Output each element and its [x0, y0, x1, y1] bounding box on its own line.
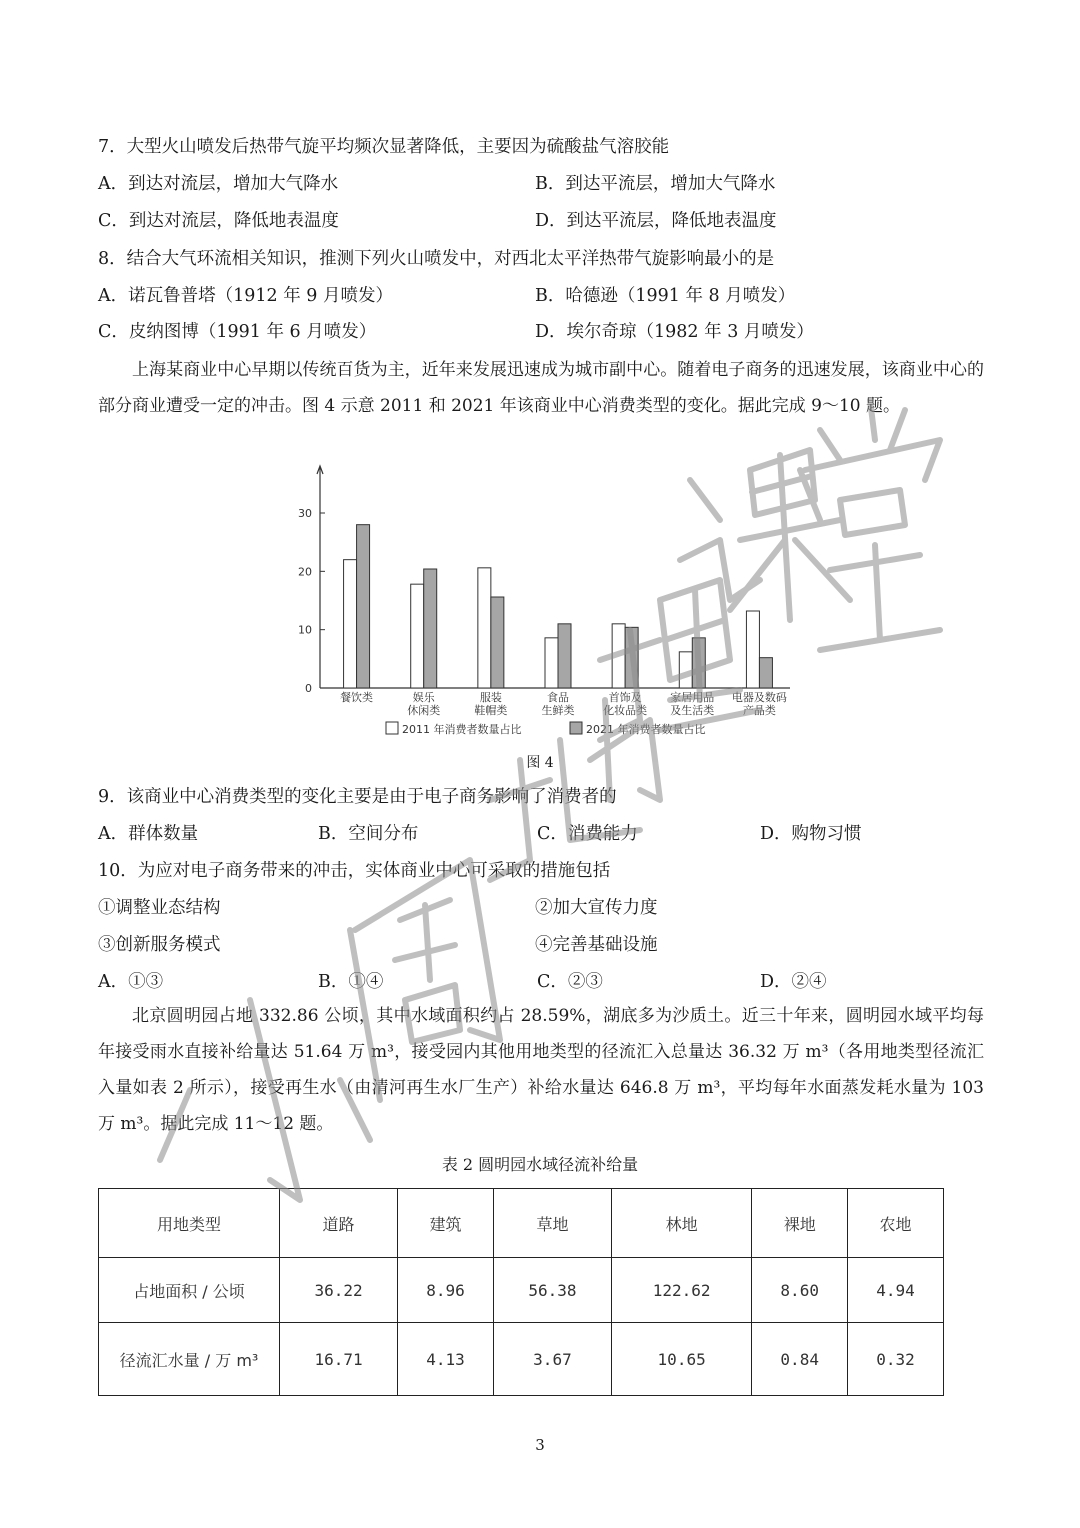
table-row: [99, 1258, 944, 1323]
table-cell: 4.13: [398, 1323, 494, 1396]
q7-option-c: C．到达对流层，降低地表温度: [98, 211, 339, 231]
table-cell: 农地: [848, 1189, 944, 1258]
x-category-label: 化妆品类: [603, 704, 648, 717]
y-tick-label: 0: [305, 682, 312, 695]
bar-2021: [491, 597, 504, 688]
q8-option-b: B．哈德逊（1991 年 8 月喷发）: [535, 286, 796, 306]
y-tick-label: 10: [298, 623, 312, 637]
q9-stem: 9．该商业中心消费类型的变化主要是由于电子商务影响了消费者的: [98, 787, 617, 807]
q8-option-c: C．皮纳图博（1991 年 6 月喷发）: [98, 322, 377, 342]
bar-2021: [558, 624, 571, 688]
q8-option-d: D．埃尔奇琼（1982 年 3 月喷发）: [535, 322, 814, 342]
table-cell: 径流汇水量 / 万 m³: [99, 1323, 280, 1396]
bar-2011: [612, 624, 625, 688]
q10-statement-3: ③创新服务模式: [98, 935, 221, 955]
table-cell: 道路: [280, 1189, 398, 1258]
x-category-label: 鞋帽类: [474, 704, 508, 717]
table-cell: 10.65: [611, 1323, 751, 1396]
table-header-row: [99, 1189, 944, 1258]
table-cell: 林地: [611, 1189, 751, 1258]
table-cell: 122.62: [611, 1258, 751, 1323]
table-title: 表 2 圆明园水域径流补给量: [441, 1155, 639, 1174]
x-category-label: 产品类: [742, 704, 776, 717]
bar-2011: [344, 560, 357, 688]
table-cell: 占地面积 / 公顷: [99, 1258, 280, 1323]
page-number: 3: [535, 1436, 545, 1454]
table-cell: 0.32: [848, 1323, 944, 1396]
consumption-type-bar-chart: [270, 460, 810, 750]
y-tick-label: 20: [298, 565, 312, 579]
q10-option-d: D．②④: [760, 972, 827, 992]
q10-statement-1: ①调整业态结构: [98, 898, 221, 918]
q10-statement-4: ④完善基础设施: [535, 935, 658, 955]
q9-option-a: A．群体数量: [98, 824, 199, 844]
q7-stem: 7．大型火山喷发后热带气旋平均频次显著降低，主要因为硫酸盐气溶胶能: [98, 137, 670, 157]
q10-stem: 10．为应对电子商务带来的冲击，实体商业中心可采取的措施包括: [98, 861, 611, 881]
q10-option-b: B．①④: [318, 972, 384, 992]
legend-label: 2021 年消费者数量占比: [586, 723, 706, 736]
table-cell: 4.94: [848, 1258, 944, 1323]
table-cell: 8.60: [752, 1258, 848, 1323]
table-cell: 建筑: [398, 1189, 494, 1258]
table-cell: 3.67: [493, 1323, 611, 1396]
bar-2021: [357, 525, 370, 688]
q10-statement-2: ②加大宣传力度: [535, 898, 658, 918]
bar-2011: [545, 638, 558, 688]
q7-option-d: D．到达平流层，降低地表温度: [535, 211, 777, 231]
legend-swatch: [386, 722, 398, 734]
passage-commerce: 上海某商业中心早期以传统百货为主，近年来发展迅速成为城市副中心。随着电子商务的迅速发展，该商业中心的部分商业遭受一定的冲击。图 4 示意 2011 和 2021 年该商业中心消费类型的变化。据此完成 9～10 题。: [98, 360, 984, 416]
y-tick-label: 30: [298, 507, 312, 520]
q10-option-a: A．①③: [98, 972, 164, 992]
bar-2011: [411, 584, 424, 688]
bar-2011: [746, 611, 759, 688]
table-cell: 36.22: [280, 1258, 398, 1323]
x-category-label: 家居用品: [670, 691, 715, 704]
table-cell: 8.96: [398, 1258, 494, 1323]
x-category-label: 食品: [547, 691, 569, 704]
legend-swatch: [570, 722, 582, 734]
bar-2021: [424, 569, 437, 688]
x-category-label: 电器及数码: [731, 691, 787, 704]
x-category-label: 餐饮类: [340, 691, 374, 704]
runoff-table: [98, 1188, 944, 1396]
table-cell: 56.38: [493, 1258, 611, 1323]
bar-2021: [625, 627, 638, 688]
table-cell: 草地: [493, 1189, 611, 1258]
passage-yuanmingyuan: 北京圆明园占地 332.86 公顷，其中水域面积约占 28.59%，湖底多为沙质土。近三十年来，圆明园水域平均每年接受雨水直接补给量达 51.64 万 m³，接受园内其他用地类型的径流汇入总量达 36.32 万 m³（各用地类型径流汇入量如表 2 所示），接受再生水（由清河再生水厂生产）补给水量达 646.8 万 m³，平均每年水面蒸发耗水量为 103 万 m³。据此完成 11～12 题。: [98, 1006, 984, 1134]
bar-2021: [692, 638, 705, 688]
legend-label: 2011 年消费者数量占比: [402, 723, 522, 736]
table-cell: 16.71: [280, 1323, 398, 1396]
bar-2011: [478, 568, 491, 688]
x-category-label: 首饰及: [608, 691, 642, 704]
x-category-label: 及生活类: [670, 704, 715, 717]
table-cell: 0.84: [752, 1323, 848, 1396]
q7-option-b: B．到达平流层，增加大气降水: [535, 174, 776, 194]
q8-stem: 8．结合大气环流相关知识，推测下列火山喷发中，对西北太平洋热带气旋影响最小的是: [98, 249, 775, 269]
x-category-label: 生鲜类: [541, 704, 575, 717]
x-category-label: 休闲类: [407, 704, 441, 717]
figure-caption: 图 4: [526, 755, 554, 771]
q10-option-c: C．②③: [537, 972, 603, 992]
q9-option-d: D．购物习惯: [760, 824, 862, 844]
q9-option-c: C．消费能力: [537, 824, 638, 844]
q7-option-a: A．到达对流层，增加大气降水: [98, 174, 339, 194]
bar-2021: [759, 658, 772, 688]
table-row: [99, 1323, 944, 1396]
table-cell: 用地类型: [99, 1189, 280, 1258]
q9-option-b: B．空间分布: [318, 824, 419, 844]
bar-2011: [679, 652, 692, 688]
x-category-label: 娱乐: [412, 691, 435, 704]
table-cell: 裸地: [752, 1189, 848, 1258]
x-category-label: 服装: [479, 691, 502, 704]
q8-option-a: A．诺瓦鲁普塔（1912 年 9 月喷发）: [98, 286, 393, 306]
